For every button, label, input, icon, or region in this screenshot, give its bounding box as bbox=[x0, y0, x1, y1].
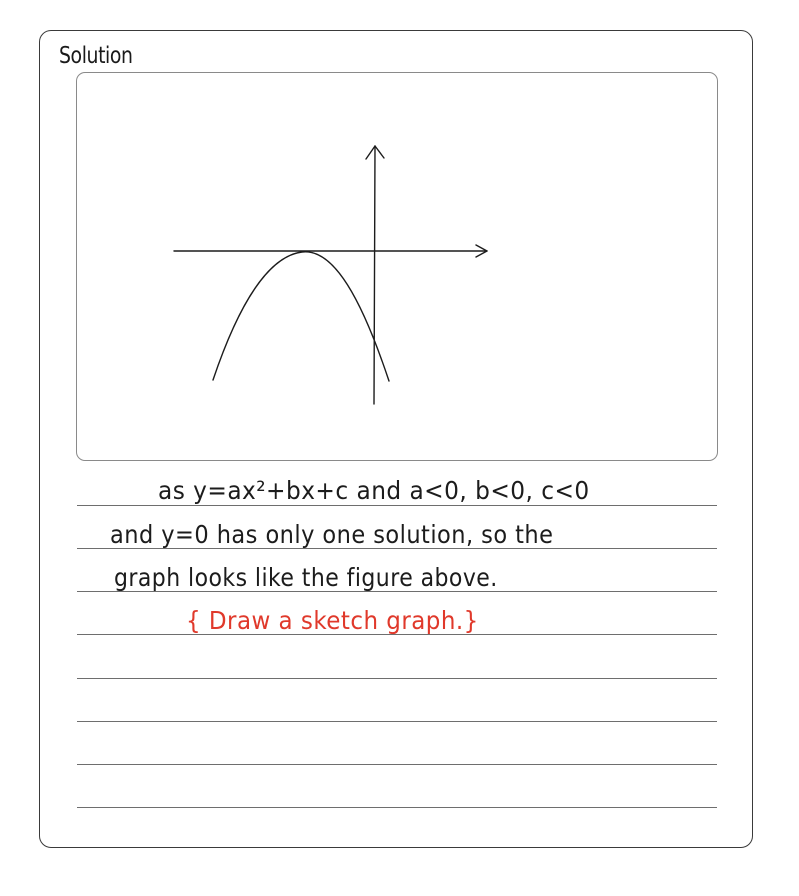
ruled-line bbox=[77, 764, 717, 765]
solution-line-3: graph looks like the figure above. bbox=[114, 563, 498, 592]
y-axis bbox=[374, 146, 375, 404]
section-title: Solution bbox=[59, 43, 133, 69]
ruled-line bbox=[77, 505, 717, 506]
sketch-note: { Draw a sketch graph.} bbox=[186, 606, 479, 635]
ruled-line bbox=[77, 721, 717, 722]
parabola-curve bbox=[213, 252, 389, 381]
ruled-line bbox=[77, 807, 717, 808]
solution-line-2: and y=0 has only one solution, so the bbox=[110, 520, 554, 549]
solution-line-1: as y=ax²+bx+c and a<0, b<0, c<0 bbox=[158, 476, 590, 505]
ruled-line bbox=[77, 678, 717, 679]
